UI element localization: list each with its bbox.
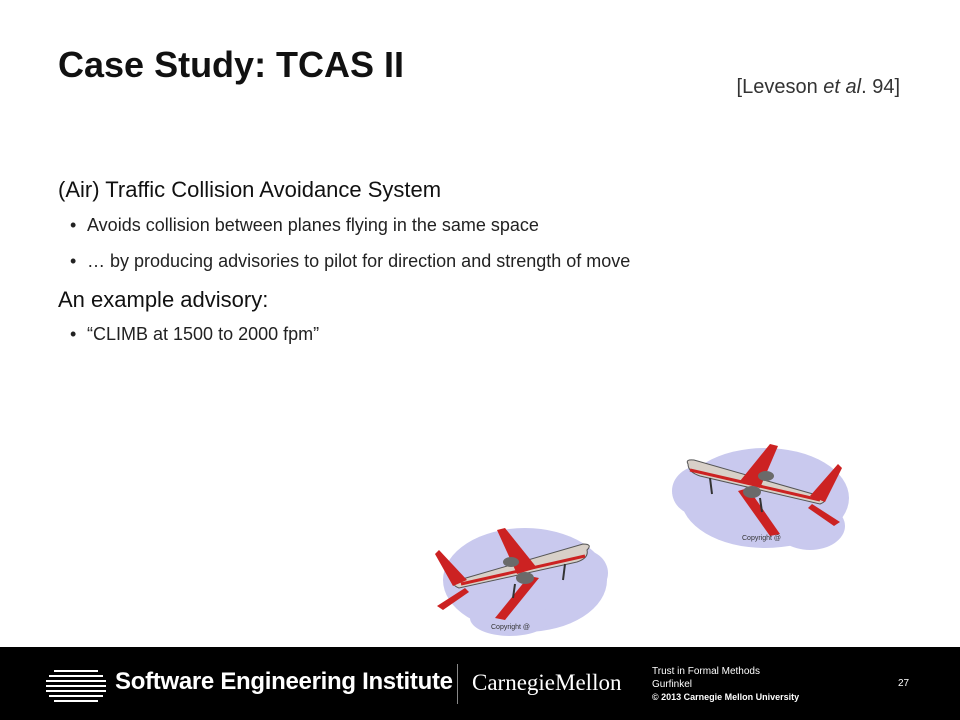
sei-wordmark: Software Engineering Institute <box>115 668 453 695</box>
author-name: Gurfinkel <box>652 679 693 690</box>
slide-title: Case Study: TCAS II <box>58 44 405 85</box>
bullet-level2: • “CLIMB at 1500 to 2000 fpm” <box>70 324 320 344</box>
bullet-dot: • <box>70 324 77 344</box>
bullet-level1: An example advisory: <box>58 287 269 312</box>
citation: [Leveson et al. 94] <box>736 76 900 98</box>
bullet-level2: • Avoids collision between planes flying in the same space <box>70 215 539 235</box>
copyright-text: © 2013 Carnegie Mellon University <box>652 692 800 702</box>
airplane-clipart-image <box>425 518 610 638</box>
cmu-wordmark: CarnegieMellon <box>472 670 622 695</box>
footer-divider <box>457 664 458 704</box>
bullet-level2: • … by producing advisories to pilot for direction and strength of move <box>70 251 631 271</box>
footer-info <box>652 665 799 704</box>
bullet-level1: (Air) Traffic Collision Avoidance System <box>58 177 442 202</box>
sei-logo-icon <box>46 668 108 704</box>
page-number: 27 <box>898 678 910 689</box>
bullet-dot: • <box>70 215 77 235</box>
copyright-watermark: Copyright @ <box>491 624 531 631</box>
airplane-clipart-image <box>670 436 850 556</box>
course-title: Trust in Formal Methods <box>652 666 760 677</box>
copyright-watermark: Copyright @ <box>742 535 782 542</box>
bullet-dot: • <box>70 251 77 271</box>
